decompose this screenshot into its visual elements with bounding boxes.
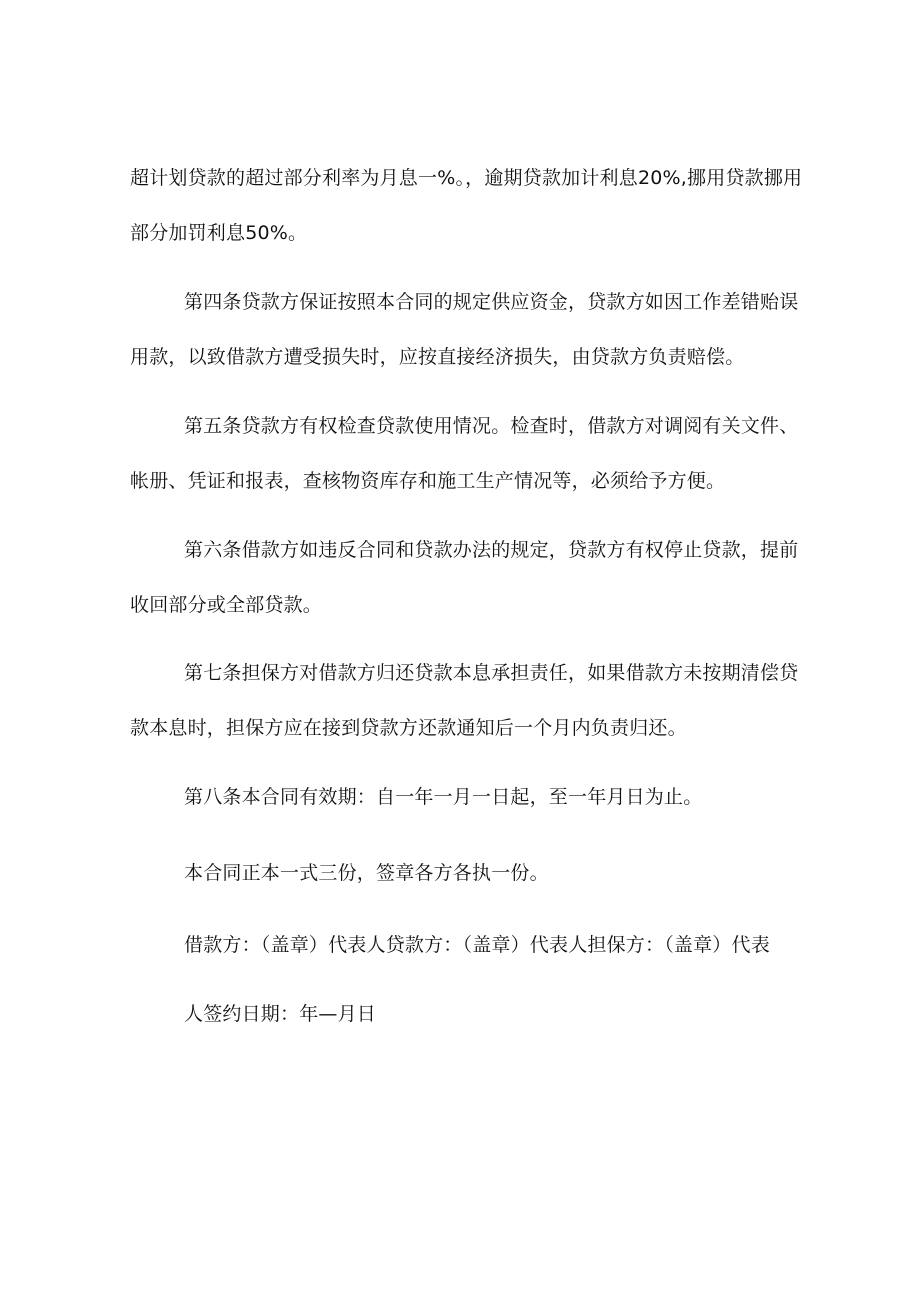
text-line-7: 第六条借款方如违反合同和贷款办法的规定，贷款方有权停止贷款，提前 — [184, 539, 799, 561]
text-line-10: 款本息时，担保方应在接到贷款方还款通知后一个月内负责归还。 — [130, 717, 687, 739]
text-line-9: 第七条担保方对借款方归还贷款本息承担责任，如果借款方未按期清偿贷 — [184, 662, 799, 684]
text-line-12: 本合同正本一式三份，签章各方各执一份。 — [184, 862, 549, 884]
text-line-14: 人签约日期：年—月日 — [184, 1003, 377, 1025]
text-line-11: 第八条本合同有效期：自一年一月一日起，至一年月日为止。 — [184, 786, 703, 808]
text-line-8: 收回部分或全部贷款。 — [130, 594, 323, 616]
text-line-13: 借款方：（盖章）代表人贷款方：（盖章）代表人担保方：（盖章）代表 — [184, 934, 770, 956]
text-line-6: 帐册、凭证和报表，查核物资库存和施工生产情况等，必须给予方便。 — [130, 470, 726, 492]
text-line-1: 超计划贷款的超过部分利率为月息一%。，逾期贷款加计利息20%,挪用贷款挪用 — [130, 167, 803, 189]
text-line-2: 部分加罚利息50%。 — [130, 222, 308, 244]
text-line-4: 用款，以致借款方遭受损失时，应按直接经济损失，由贷款方负责赔偿。 — [130, 346, 745, 368]
text-line-3: 第四条贷款方保证按照本合同的规定供应资金，贷款方如因工作差错贻误 — [184, 291, 799, 313]
text-line-5: 第五条贷款方有权检查贷款使用情况。检查时，借款方对调阅有关文件、 — [184, 415, 799, 437]
